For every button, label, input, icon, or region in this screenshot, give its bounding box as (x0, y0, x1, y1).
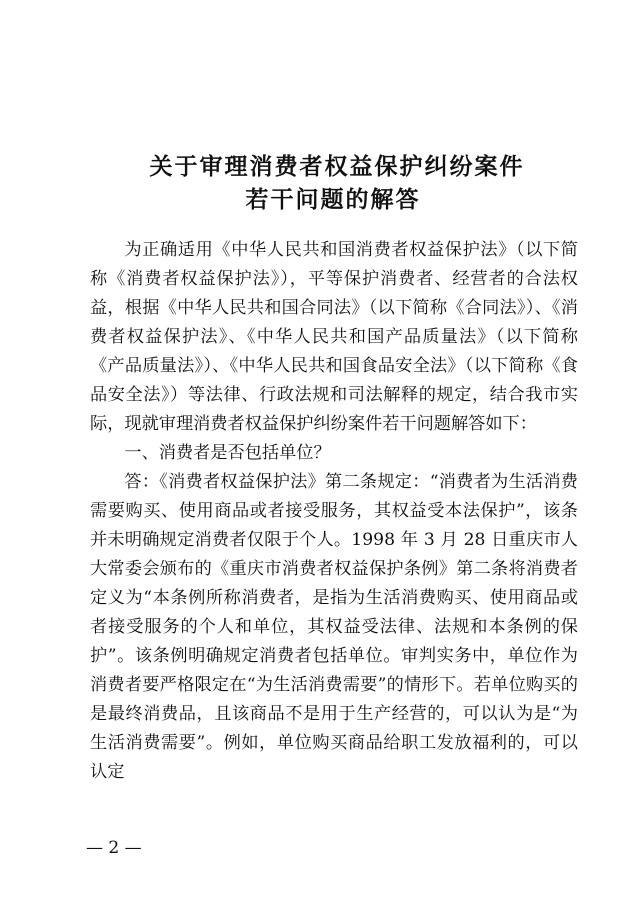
document-body (90, 236, 578, 787)
answer-paragraph: 答：《消费者权益保护法》第二条规定：“消费者为生活消费需要购买、使用商品或者接受服务，其权益受本法保护”，该条并未明确规定消费者仅限于个人。1998 年 3 月 28 日重庆市人大常委会颁布的《重庆市消费者权益保护条例》第二条将消费者定义为“本条例所称消费者，是指为生活消费购买、使用商品或者接受服务的个人和单位，其权益受法律、法规和本条例的保护”。该条例明确规定消费者包括单位。审判实务中，单位作为消费者要严格限定在“为生活消费需要”的情形下。若单位购买的是最终消费品，且该商品不是用于生产经营的，可以认为是“为生活消费需要”。例如，单位购买商品给职工发放福利的，可以认定 (90, 472, 578, 782)
document-title-line-2: 若干问题的解答 (245, 187, 421, 213)
document-title-line-1: 关于审理消费者权益保护纠纷案件 (149, 154, 525, 180)
page-number: — 2 — (86, 838, 142, 858)
intro-paragraph: 为正确适用《中华人民共和国消费者权益保护法》（以下简称《消费者权益保护法》），平等保护消费者、经营者的合法权益，根据《中华人民共和国合同法》（以下简称《合同法》）、《消费者权益保护法》、《中华人民共和国产品质量法》（以下简称《产品质量法》）、《中华人民共和国食品安全法》（以下简称《食品安全法》）等法律、行政法规和司法解释的规定，结合我市实际，现就审理消费者权益保护纠纷案件若干问题解答如下： (90, 240, 578, 434)
question-heading: 一、消费者是否包括单位？ (124, 443, 331, 463)
